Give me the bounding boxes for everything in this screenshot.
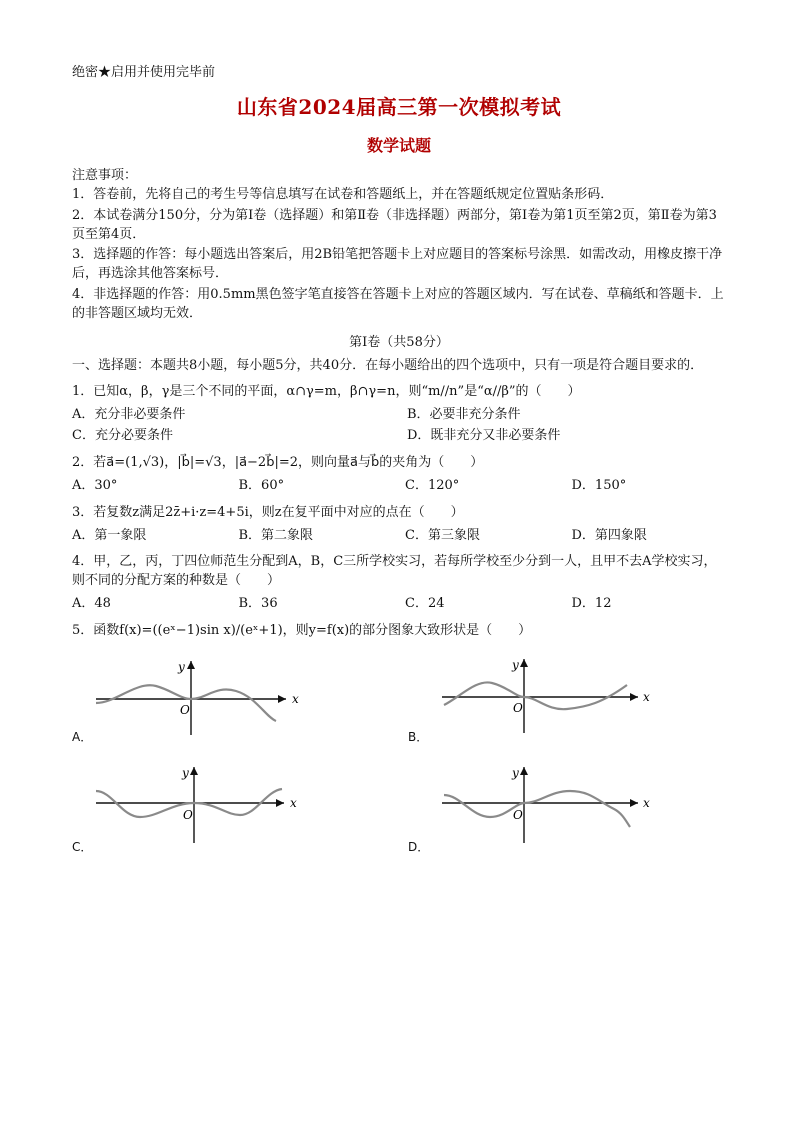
question-5-graph-a-plot: [96, 651, 306, 741]
notice-item-2: 2．本试卷满分150分，分为第Ⅰ卷（选择题）和第Ⅱ卷（非选择题）两部分，第Ⅰ卷为第1页至第2页，第Ⅱ卷为第3页至第4页．: [72, 207, 717, 242]
question-4-options: [72, 595, 726, 614]
question-5-graph-a-axis-x: x: [292, 691, 299, 706]
question-1-option-b: B．必要非充分条件: [407, 407, 521, 423]
question-5-graph-d: [408, 761, 726, 861]
question-1-option-a: A．充分非必要条件: [72, 407, 186, 423]
question-5-graph-a-label: A．: [72, 729, 93, 744]
question-5-graph-a-axis-y: y: [178, 659, 185, 674]
question-1: [72, 383, 726, 446]
question-5-graph-c-label: C．: [72, 839, 93, 854]
question-4-option-c: C．24: [405, 596, 445, 612]
notice-item-1: 1．答卷前，先将自己的考生号等信息填写在试卷和答题纸上，并在答题纸规定位置贴条形码．: [72, 186, 614, 202]
exam-subtitle: 数学试题: [366, 135, 431, 155]
question-2-option-a: A．30°: [72, 477, 118, 493]
question-5-graph-b-label: B．: [408, 729, 429, 744]
question-5-graph-a: [72, 651, 390, 751]
question-2-options: [72, 477, 726, 496]
question-4-option-a: A．48: [72, 596, 111, 612]
question-5-stem: 5．函数f(x)=((eˣ−1)sin x)/(eˣ+1)，则y=f(x)的部分图象大致形状是（ ）: [72, 622, 532, 638]
question-5-graph-c-plot: [96, 761, 316, 851]
section-1-instructions: 一、选择题：本题共8小题，每小题5分，共40分．在每小题给出的四个选项中，只有一项是符合题目要求的．: [72, 357, 704, 373]
question-2-option-b: B．60°: [238, 477, 285, 493]
question-2-stem: 2．若a⃗=(1,√3)，|b⃗|=√3，|a⃗−2b⃗|=2，则向量a⃗与b⃗的夹角为（ ）: [72, 455, 484, 470]
question-3-option-d: D．第四象限: [571, 527, 647, 543]
question-5-graph-b-axis-x: x: [643, 689, 650, 704]
question-5-graph-d-label: D．: [408, 839, 430, 854]
notice-item-4: 4．非选择题的作答：用0.5mm黑色签字笔直接答在答题卡上对应的答题区域内．写在试卷、草稿纸和答题卡．上的非答题区域均无效．: [72, 287, 724, 321]
question-4: [72, 553, 726, 614]
question-5: [72, 622, 726, 861]
question-5-graph-b-origin: O: [513, 700, 523, 715]
question-3-options: [72, 527, 726, 546]
question-5-graph-c-axis-y: y: [182, 765, 189, 780]
question-4-stem: 4．甲，乙，丙，丁四位师范生分配到A，B，C三所学校实习，若每所学校至少分到一人，且甲不去A学校实习，则不同的分配方案的种数是（ ）: [72, 554, 717, 589]
question-3-option-b: B．第二象限: [238, 527, 314, 543]
question-2-option-d: D．150°: [571, 477, 627, 493]
question-1-stem: 1．已知α，β，γ是三个不同的平面，α∩γ=m，β∩γ=n，则“m//n”是“α//β”的（ ）: [72, 384, 581, 400]
question-1-option-c: C．充分必要条件: [72, 428, 173, 444]
question-5-graph-d-axis-y: y: [512, 765, 519, 780]
question-5-graph-b-plot: [432, 651, 662, 741]
exam-title: 山东省2024届高三第一次模拟考试: [236, 94, 562, 119]
question-5-graphs: [72, 651, 726, 861]
notice-heading: 注意事项：: [72, 168, 138, 184]
question-5-graph-c: [72, 761, 390, 861]
notice-item-3: 3．选择题的作答：每小题选出答案后，用2B铅笔把答题卡上对应题目的答案标号涂黑．如需改动，用橡皮擦干净后，再选涂其他答案标号．: [72, 247, 723, 282]
question-4-option-b: B．36: [238, 596, 278, 612]
question-5-graph-d-axis-x: x: [643, 795, 650, 810]
question-2: [72, 454, 726, 496]
question-3-option-a: A．第一象限: [72, 527, 147, 543]
question-5-graph-c-origin: O: [183, 807, 193, 822]
question-5-graph-b-axis-y: y: [512, 657, 519, 672]
section-1-title: 第Ⅰ卷（共58分）: [349, 334, 449, 350]
confidential-label: 绝密★启用并使用完毕前: [72, 65, 216, 80]
question-3-stem: 3．若复数z满足2z̄+i·z=4+5i，则z在复平面中对应的点在（ ）: [72, 504, 464, 520]
question-2-option-c: C．120°: [405, 477, 460, 493]
question-1-option-d: D．既非充分又非必要条件: [407, 428, 561, 444]
question-5-graph-d-plot: [432, 761, 662, 851]
question-4-option-d: D．12: [571, 596, 612, 612]
exam-page: [72, 64, 726, 861]
question-5-graph-a-origin: O: [180, 702, 190, 717]
question-3-option-c: C．第三象限: [405, 527, 480, 543]
question-5-graph-b: [408, 651, 726, 751]
question-5-graph-c-axis-x: x: [290, 795, 297, 810]
question-1-options: [72, 406, 726, 446]
question-3: [72, 504, 726, 546]
question-5-graph-d-origin: O: [513, 807, 523, 822]
